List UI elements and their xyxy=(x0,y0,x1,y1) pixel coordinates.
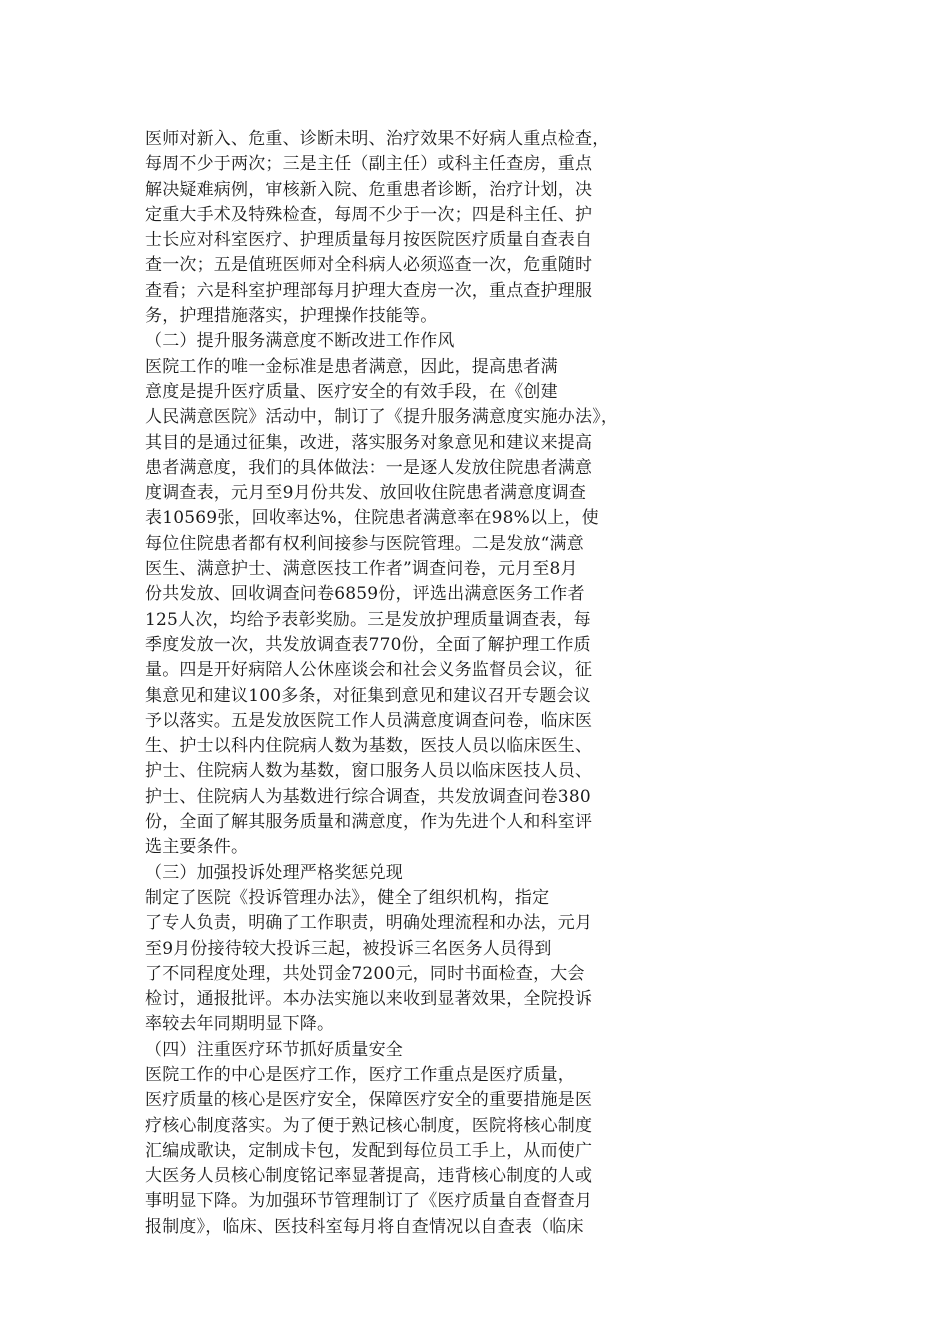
text-line: 了专人负责，明确了工作职责，明确处理流程和办法，元月 xyxy=(145,913,593,934)
text-line: 事明显下降。为加强环节管理制订了《医疗质量自查督查月 xyxy=(145,1191,593,1212)
text-line: 定重大手术及特殊检查，每周不少于一次；四是科主任、护 xyxy=(145,204,593,225)
text-line: 报制度》，临床、医技科室每月将自查情况以自查表（临床 xyxy=(145,1216,584,1237)
text-line: 生、护士以科内住院病人数为基数，医技人员以临床医生、 xyxy=(145,736,593,757)
text-line: 医院工作的唯一金标准是患者满意，因此，提高患者满 xyxy=(145,356,558,377)
text-line: 务，护理措施落实，护理操作技能等。 xyxy=(145,306,438,327)
text-line: 了不同程度处理，共处罚金7200元，同时书面检查，大会 xyxy=(145,963,585,984)
text-line: 125人次，均给予表彰奖励。三是发放护理质量调查表，每 xyxy=(145,609,591,630)
text-line: 患者满意度，我们的具体做法：一是逐人发放住院患者满意 xyxy=(145,457,593,478)
text-line: 选主要条件。 xyxy=(145,837,249,858)
section-heading: （四）注重医疗环节抓好质量安全 xyxy=(145,1039,403,1060)
text-line: 集意见和建议100多条，对征集到意见和建议召开专题会议 xyxy=(145,685,591,706)
text-line: 量。四是开好病陪人公休座谈会和社会义务监督员会议，征 xyxy=(145,660,593,681)
text-line: 至9月份接待较大投诉三起，被投诉三名医务人员得到 xyxy=(145,938,552,959)
text-line: 医院工作的中心是医疗工作，医疗工作重点是医疗质量， xyxy=(145,1064,575,1085)
text-line: 士长应对科室医疗、护理质量每月按医院医疗质量自查表自 xyxy=(145,230,593,251)
text-line: 医疗质量的核心是医疗安全，保障医疗安全的重要措施是医 xyxy=(145,1090,593,1111)
text-line: 份共发放、回收调查问卷6859份，评选出满意医务工作者 xyxy=(145,584,585,605)
text-line: 护士、住院病人为基数进行综合调查，共发放调查问卷380 xyxy=(145,786,591,807)
text-line: 查一次；五是值班医师对全科病人必须巡查一次，危重随时 xyxy=(145,255,593,276)
section-heading: （三）加强投诉处理严格奖惩兑现 xyxy=(145,862,403,883)
text-line: 每位住院患者都有权利间接参与医院管理。二是发放“满意 xyxy=(145,533,584,554)
text-line: 季度发放一次，共发放调查表770份，全面了解护理工作质 xyxy=(145,634,591,655)
text-line: 疗核心制度落实。为了便于熟记核心制度，医院将核心制度 xyxy=(145,1115,593,1136)
text-line: 查看；六是科室护理部每月护理大查房一次，重点查护理服 xyxy=(145,280,593,301)
text-line: 检讨，通报批评。本办法实施以来收到显著效果，全院投诉 xyxy=(145,989,593,1010)
section-heading: （二）提升服务满意度不断改进工作作风 xyxy=(145,331,455,352)
text-line: 度调查表，元月至9月份共发、放回收住院患者满意度调查 xyxy=(145,483,587,504)
text-line: 其目的是通过征集，改进，落实服务对象意见和建议来提高 xyxy=(145,432,593,453)
text-line: 率较去年同期明显下降。 xyxy=(145,1014,335,1035)
document-body xyxy=(145,127,705,1240)
text-line: 份，全面了解其服务质量和满意度，作为先进个人和科室评 xyxy=(145,812,593,833)
text-line: 人民满意医院》活动中，制订了《提升服务满意度实施办法》， xyxy=(145,407,619,428)
text-line: 意度是提升医疗质量、医疗安全的有效手段，在《创建 xyxy=(145,381,558,402)
text-line: 制定了医院《投诉管理办法》，健全了组织机构，指定 xyxy=(145,887,550,908)
text-line: 大医务人员核心制度铭记率显著提高，违背核心制度的人或 xyxy=(145,1166,593,1187)
text-line: 表10569张，回收率达%，住院患者满意率在98%以上，使 xyxy=(145,508,599,529)
text-line: 医生、满意护士、满意医技工作者”调查问卷，元月至8月 xyxy=(145,559,578,580)
text-line: 予以落实。五是发放医院工作人员满意度调查问卷，临床医 xyxy=(145,710,593,731)
text-line: 护士、住院病人数为基数，窗口服务人员以临床医技人员、 xyxy=(145,761,593,782)
text-line: 汇编成歌诀，定制成卡包，发配到每位员工手上，从而使广 xyxy=(145,1140,593,1161)
text-line: 解决疑难病例，审核新入院、危重患者诊断，治疗计划，决 xyxy=(145,179,593,200)
text-line: 医师对新入、危重、诊断未明、治疗效果不好病人重点检查， xyxy=(145,129,610,149)
text-line: 每周不少于两次；三是主任（副主任）或科主任查房，重点 xyxy=(145,154,593,175)
